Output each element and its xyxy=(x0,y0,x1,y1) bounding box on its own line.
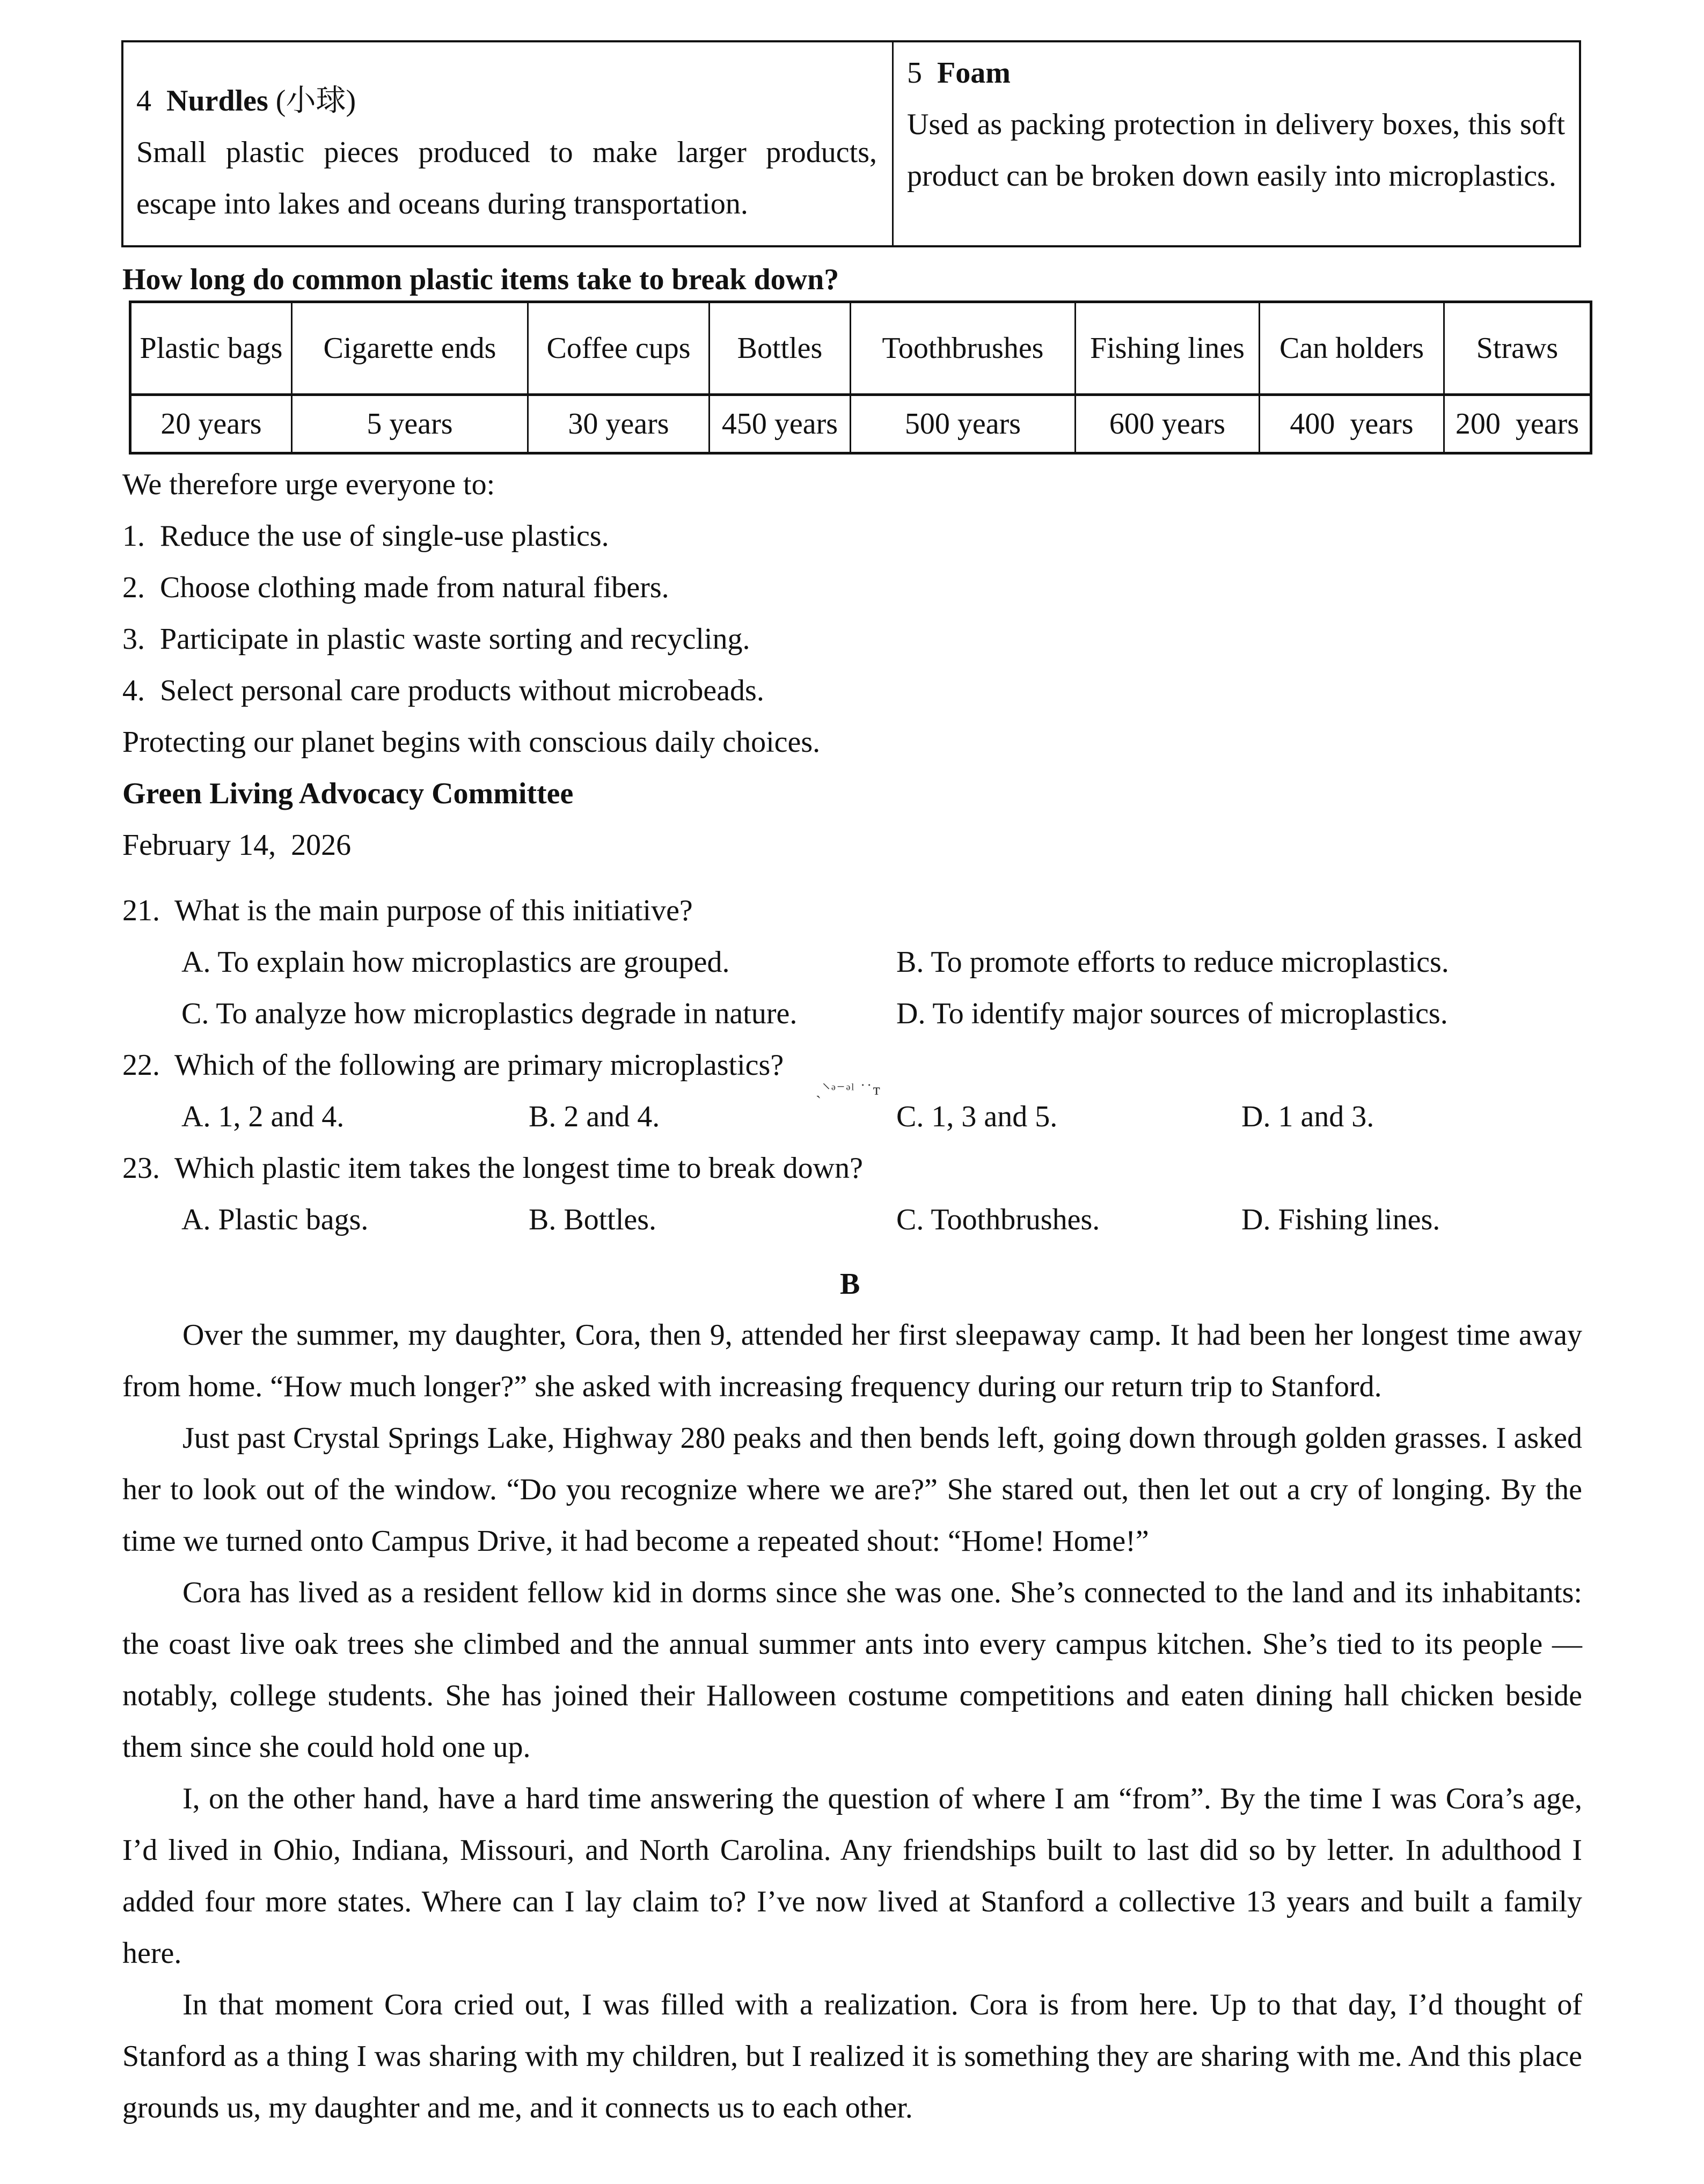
question-23 xyxy=(122,1149,863,1187)
question-stem: What is the main purpose of this initiative? xyxy=(174,894,693,927)
table-cell: Fishing lines xyxy=(1076,302,1260,395)
option-c[interactable]: C. To analyze how microplastics degrade in nature. xyxy=(181,997,798,1030)
table-value-row xyxy=(130,395,1591,453)
table-cell: 30 years xyxy=(528,395,710,453)
option-d[interactable]: D. 1 and 3. xyxy=(1241,1100,1374,1133)
table-cell: 400 years xyxy=(1260,395,1444,453)
box-divider xyxy=(892,40,894,247)
appeal-intro: We therefore urge everyone to: xyxy=(122,468,495,501)
table-cell: 450 years xyxy=(710,395,851,453)
question-22 xyxy=(122,1046,784,1084)
table-cell: Coffee cups xyxy=(528,302,710,395)
breakdown-table xyxy=(129,301,1592,455)
paragraph: Cora has lived as a resident fellow kid in dorms since she was one. She’s connected to the land and its inhabitants: the coast live oak trees she climbed and the annual summer ants into every campus kitchen. She’s tied to its people — notably, college students. She has joined their Halloween costume competitions and eaten dining hall chicken beside them since she could hold one up. xyxy=(122,1576,1582,1764)
item-title: Foam xyxy=(937,56,1011,90)
option-b[interactable]: B. Bottles. xyxy=(529,1203,657,1236)
item-number: 5 xyxy=(907,56,922,90)
passage-b xyxy=(122,1309,1582,2134)
action-number: 1. xyxy=(122,519,145,553)
question-number: 22. xyxy=(122,1049,160,1082)
table-cell: Toothbrushes xyxy=(851,302,1076,395)
appeal-closing: Protecting our planet begins with conscious daily choices. xyxy=(122,725,821,759)
action-number: 2. xyxy=(122,571,145,604)
option-c[interactable]: C. 1, 3 and 5. xyxy=(896,1100,1058,1133)
question-number: 23. xyxy=(122,1152,160,1185)
action-number: 3. xyxy=(122,622,145,656)
option-d[interactable]: D. Fishing lines. xyxy=(1241,1203,1440,1236)
table-cell: Straws xyxy=(1444,302,1591,395)
table-cell: 5 years xyxy=(292,395,528,453)
item-description: Used as packing protection in delivery boxes, this soft product can be broken down easily into microplastics. xyxy=(907,108,1565,193)
question-stem: Which of the following are primary microplastics? xyxy=(174,1049,784,1082)
table-cell: 600 years xyxy=(1076,395,1260,453)
table-cell: 200 years xyxy=(1444,395,1591,453)
item-gloss: (小球) xyxy=(275,84,356,118)
paragraph: I, on the other hand, have a hard time answering the question of where I am “from”. By the time I was Cora’s age, I’d lived in Ohio, Indiana, Missouri, and North Carolina. Any friendships built to last did so by letter. In adulthood I added four more states. Where can I lay claim to? I’ve now lived at Stanford a collective 13 years and built a family here. xyxy=(122,1782,1582,1970)
table-cell: 500 years xyxy=(851,395,1076,453)
action-item xyxy=(122,620,750,658)
item-description: Small plastic pieces produced to make larger products, escape into lakes and oceans during transportation. xyxy=(136,136,877,221)
action-text: Select personal care products without microbeads. xyxy=(160,674,764,707)
action-item xyxy=(122,672,764,709)
option-a[interactable]: A. To explain how microplastics are grouped. xyxy=(181,946,730,979)
paragraph: Over the summer, my daughter, Cora, then 9, attended her first sleepaway camp. It had been her longest time away from home. “How much longer?” she asked with increasing frequency during our return trip to Stanford. xyxy=(122,1318,1582,1403)
action-item xyxy=(122,569,669,606)
scan-artifact: ˏ⸌ᵊ⁻ᵊˡ ˙˙ᴛ xyxy=(816,1081,881,1098)
item-foam xyxy=(907,47,1565,202)
table-cell: Cigarette ends xyxy=(292,302,528,395)
action-text: Choose clothing made from natural fibers. xyxy=(160,571,669,604)
question-21 xyxy=(122,892,693,929)
table-title: How long do common plastic items take to break down? xyxy=(122,263,839,296)
action-item xyxy=(122,517,609,555)
table-cell: Can holders xyxy=(1260,302,1444,395)
option-b[interactable]: B. 2 and 4. xyxy=(529,1100,660,1133)
question-stem: Which plastic item takes the longest time to break down? xyxy=(174,1152,863,1185)
section-heading: B xyxy=(840,1267,860,1301)
item-nurdles xyxy=(136,75,877,230)
table-cell: 20 years xyxy=(130,395,292,453)
paragraph: Just past Crystal Springs Lake, Highway 280 peaks and then bends left, going down through golden grasses. I asked her to look out of the window. “Do you recognize where we are?” She stared out, then let out a cry of longing. By the time we turned onto Campus Drive, it had become a repeated shout: “Home! Home!” xyxy=(122,1421,1582,1558)
action-text: Participate in plastic waste sorting and recycling. xyxy=(160,622,750,656)
date: February 14, 2026 xyxy=(122,829,352,862)
table-header-row xyxy=(130,302,1591,395)
table-cell: Bottles xyxy=(710,302,851,395)
option-b[interactable]: B. To promote efforts to reduce microplastics. xyxy=(896,946,1449,979)
action-number: 4. xyxy=(122,674,145,707)
item-title: Nurdles xyxy=(166,84,268,118)
option-c[interactable]: C. Toothbrushes. xyxy=(896,1203,1100,1236)
table-cell: Plastic bags xyxy=(130,302,292,395)
paragraph: In that moment Cora cried out, I was filled with a realization. Cora is from here. Up to that day, I’d thought of Stanford as a thing I was sharing with my children, but I realized it is something they are sharing with me. And this place grounds us, my daughter and me, and it connects us to each other. xyxy=(122,1988,1582,2124)
action-text: Reduce the use of single-use plastics. xyxy=(160,519,609,553)
option-a[interactable]: A. 1, 2 and 4. xyxy=(181,1100,345,1133)
question-number: 21. xyxy=(122,894,160,927)
option-d[interactable]: D. To identify major sources of microplastics. xyxy=(896,997,1448,1030)
signature: Green Living Advocacy Committee xyxy=(122,777,574,810)
option-a[interactable]: A. Plastic bags. xyxy=(181,1203,369,1236)
item-number: 4 xyxy=(136,84,151,118)
